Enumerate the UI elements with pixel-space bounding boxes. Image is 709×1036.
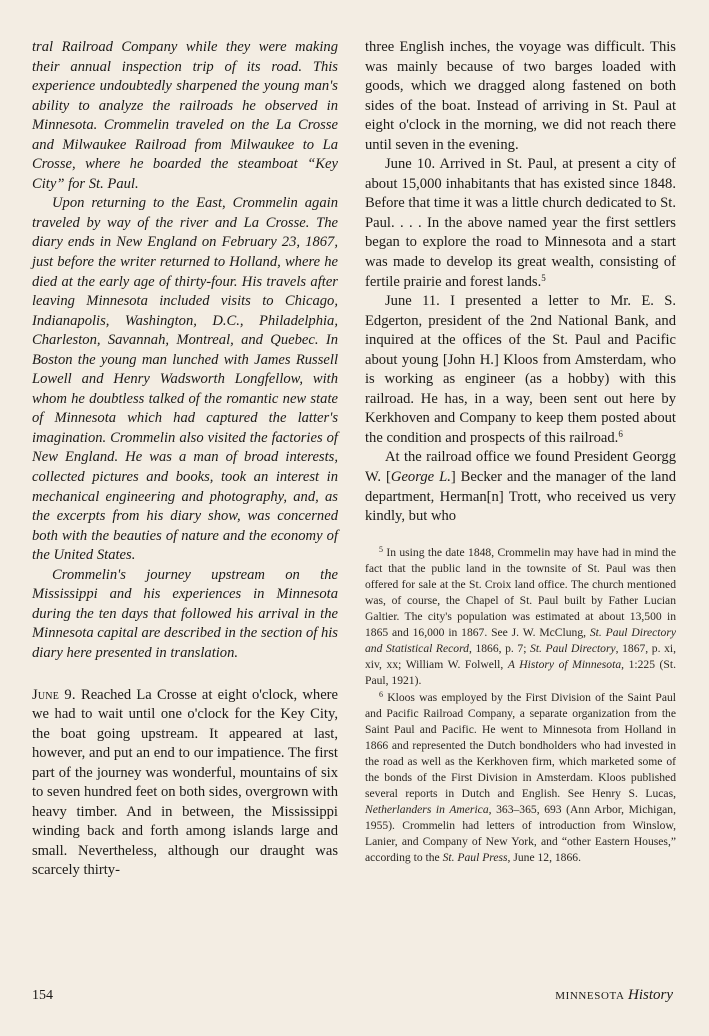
diary-entry-june-10 [365,155,676,292]
railroad-office-text-start: At the railroad office we found President Georgg W. [ [365,449,676,486]
left-column [32,38,338,881]
footnote-5 [365,545,676,690]
running-head-italic: History [628,987,673,1003]
railroad-office-text-end: ] Becker and the manager of the land department, Herman[n] Trott, who received us very kindly, but who [365,469,676,525]
intro-paragraph-3: Crommelin's journey upstream on the Mississippi and his experiences in Minnesota during the ten days that followed his arrival in the Minnesota capital are described in the section of his diary here presented in translation. [32,566,338,661]
footnote-title: St. Paul Directory and Statistical Record [365,626,676,656]
footnote-6 [365,690,676,867]
entry-text-june-10: June 10. Arrived in St. Paul, at present a city of about 15,000 inhabitants that has existed since 1848. Before that time it was a little church dedicated to St. Paul. . . . In the above named year the first settlers began to explore the road to Minnesota and a start was made to develop its great wealth, consisting of fertile prairie and forest lands. [365,156,676,290]
footnote-text: , June 12, 1866. [507,851,581,865]
footnote-title: A History of Minnesota [507,658,622,672]
footnote-text: In using the date 1848, Crommelin may have had in mind the fact that the public land in the townsite of St. Paul was then offered for sale at the St. Croix land office. The church mentioned was, of course, the Chapel of St. Paul built by Father Lucian Galtier. The city's population was estimated at about 13,500 in 1865 and 16,000 in 1867. See J. W. McClung, [365,545,676,640]
intro-paragraph-1: tral Railroad Company while they were making their annual inspection trip of its road. This experience undoubtedly sharpened the young man's ability to analyze the railroads he observed in Minnesota. Crommelin traveled on the La Crosse and Milwaukee Railroad from Milwaukee to La Crosse, where he boarded the steamboat “Key City” for St. Paul. [32,39,338,192]
note-ref-5: 5 [541,272,546,283]
diary-continuation: three English inches, the voyage was difficult. This was mainly because of two barges loaded with goods, which we dragged along fastened on both sides of the boat. Instead of arriving in St. Paul at eight o'clock in the morning, we did not reach there until seven in the evening. [365,39,676,153]
footnote-title: St. Paul Directory [530,642,616,656]
footnote-text: , 363–365, 693 (Ann Arbor, Michigan, 1955). Crommelin had letters of introduction from Winslow, Lanier, and Company of New York, and “other Eastern Houses,” according to the [365,803,677,865]
footnote-title: St. Paul Press [442,851,508,865]
running-head-caps: MINNESOTA [555,990,625,1002]
entry-text-june-9: Reached La Crosse at eight o'clock, where we had to wait until one o'clock for the Key City, the boat going upstream. It appeared at last, however, and put an end to our impatience. The first part of the journey was wonderful, mountains of six to seven hundred feet on both sides, overgrown with heavy timber. And in between, the Mississippi winding back and forth among islands large and small. Nevertheless, although our draught was scarcely thirty- [32,686,339,879]
page-number: 154 [32,988,53,1003]
footnote-mark: 6 [379,689,383,699]
intro-paragraph-2: Upon returning to the East, Crommelin again traveled by way of the river and La Crosse. The diary ends in New England on February 23, 1867, just before the writer returned to Holland, where he died at the early age of thirty-four. His travels after leaving Minnesota included visits to Chicago, Indianapolis, Washington, D.C., Philadelphia, Charleston, Savannah, Montreal, and Quebec. In Boston the young man lunched with James Russell Lowell and Henry Wadsworth Longfellow, with whom he doubtless talked of the romantic new state of Minnesota which had captured the latter's imagination. Crommelin also visited the factories of New England. He was a man of broad interests, collected pictures and books, took an interest in mechanical engineering and photography, and, as the excerpts from his diary show, was concerned both with the beauties of nature and the economy of the United States. [32,195,338,564]
footnote-text: , 1867, p. xi, xiv, xx; William W. Folwell, [365,642,676,672]
footnote-text: Kloos was employed by the First Division of the Saint Paul and Pacific Railroad Company, a separate organization from the Saint Paul and Pacific. He went to Minnesota from Holland in 1866 and represented the Dutch bondholders who had invested in the road as well as the Kerkhoven firm, which marketed some of the bonds of the First Division in Amsterdam. Kloos published several reports in Dutch and English. See Henry S. Lucas, [365,690,676,801]
railroad-office-correction: George L. [390,469,451,486]
note-ref-6: 6 [618,428,623,439]
right-column [365,38,676,867]
diary-entry-june-9 [32,686,338,881]
entry-date-june-9: June 9. [32,686,76,703]
footnote-text: , 1866, p. 7; [468,642,531,656]
footnote-text: , 1:225 (St. Paul, 1921). [365,658,676,688]
running-head [555,987,673,1004]
footnotes [365,545,676,867]
diary-entry-june-11 [365,292,676,448]
footnote-title: Netherlanders in America [365,803,489,817]
entry-text-june-11: June 11. I presented a letter to Mr. E. S. Edgerton, president of the 2nd National Bank, and inquired at the offices of the St. Paul and Pacific about young [John H.] Kloos from Amsterdam, who is working as engineer (as a hobby) with this railroad. He has, in a way, been sent out here by Kerkhoven and Company to keep them posted about the condition and prospects of this railroad. [365,293,676,446]
footnote-mark: 5 [379,544,383,554]
railroad-office-paragraph [365,448,676,526]
